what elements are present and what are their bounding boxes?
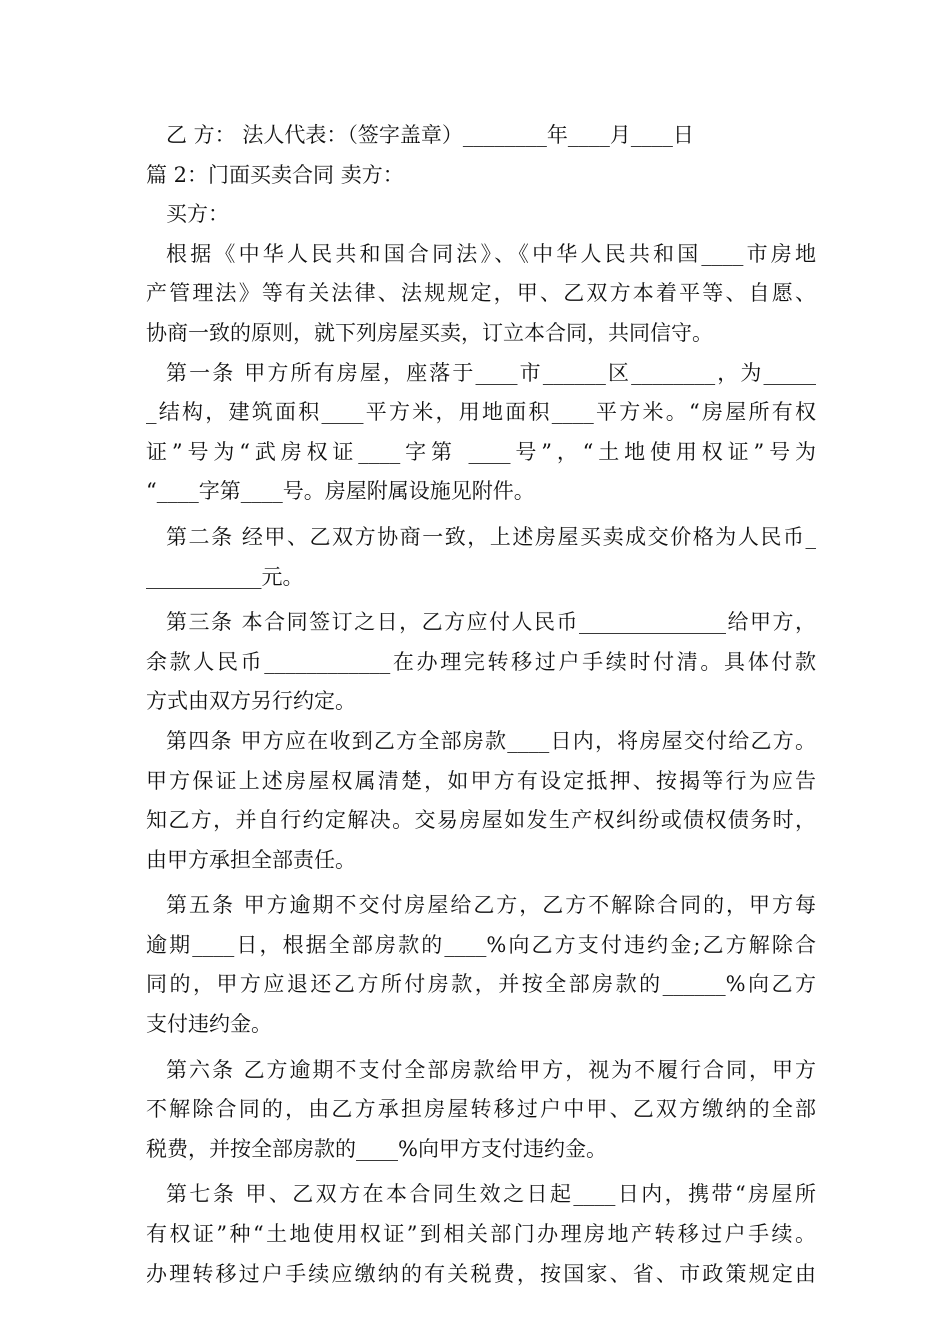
text-line: 税费，并按全部房款的____%向甲方支付违约金。 xyxy=(146,1136,607,1161)
text-line: 第六条 乙方逾期不支付全部房款给甲方，视为不履行合同，甲方 xyxy=(166,1057,816,1082)
text-line: 甲方保证上述房屋权属清楚，如甲方有设定抵押、按揭等行为应告 xyxy=(146,768,816,793)
text-line: 协商一致的原则，就下列房屋买卖，订立本合同，共同信守。 xyxy=(146,320,713,345)
text-line: 第五条 甲方逾期不交付房屋给乙方，乙方不解除合同的，甲方每 xyxy=(166,893,816,918)
text-line: 余款人民币____________在办理完转移过户手续时付清。具体付款 xyxy=(146,649,816,674)
text-line: 第三条 本合同签订之日，乙方应付人民币______________给甲方， xyxy=(166,610,816,635)
text-line: 有权证”种“土地使用权证”到相关部门办理房地产转移过户手续。 xyxy=(146,1222,816,1247)
text-line: 第四条 甲方应在收到乙方全部房款____日内，将房屋交付给乙方。 xyxy=(166,728,816,753)
text-line: ___________元。 xyxy=(146,564,304,589)
text-line: 办理转移过户手续应缴纳的有关税费，按国家、省、市政策规定由 xyxy=(146,1261,816,1286)
contract-text xyxy=(146,116,816,1294)
text-line: 第二条 经甲、乙双方协商一致，上述房屋买卖成交价格为人民币_ xyxy=(166,524,816,549)
text-line: “____字第____号。房屋附属设施见附件。 xyxy=(146,479,535,504)
text-line: 产管理法》等有关法律、法规规定，甲、乙双方本着平等、自愿、 xyxy=(146,281,816,306)
text-line: 支付违约金。 xyxy=(146,1012,272,1037)
section-heading: 篇 2：门面买卖合同 卖方： xyxy=(146,162,404,187)
text-line: _结构，建筑面积____平方米，用地面积____平方米。“房屋所有权 xyxy=(146,400,816,425)
text-line: 逾期____日，根据全部房款的____%向乙方支付违约金;乙方解除合 xyxy=(146,932,816,957)
text-line: 证”号为“武房权证____字第 ____号”，“土地使用权证”号为 xyxy=(146,439,816,464)
text-line: 同的，甲方应退还乙方所付房款，并按全部房款的______%向乙方 xyxy=(146,972,816,997)
text-line: 第七条 甲、乙双方在本合同生效之日起____日内，携带“房屋所 xyxy=(166,1182,816,1207)
text-line: 不解除合同的，由乙方承担房屋转移过户中甲、乙双方缴纳的全部 xyxy=(146,1097,816,1122)
text-line: 由甲方承担全部责任。 xyxy=(146,847,356,872)
text-line: 方式由双方另行约定。 xyxy=(146,689,356,714)
text-line: 第一条 甲方所有房屋，座落于____市______区________，为_____ xyxy=(166,360,816,385)
text-line: 知乙方，并自行约定解决。交易房屋如发生产权纠纷或债权债务时， xyxy=(146,808,816,833)
buyer-line: 买方： xyxy=(166,202,229,227)
text-line: 根据《中华人民共和国合同法》、《中华人民共和国____市房地 xyxy=(166,241,816,266)
signature-line: 乙 方： 法人代表：（签字盖章）________年____月____日 xyxy=(166,123,694,147)
